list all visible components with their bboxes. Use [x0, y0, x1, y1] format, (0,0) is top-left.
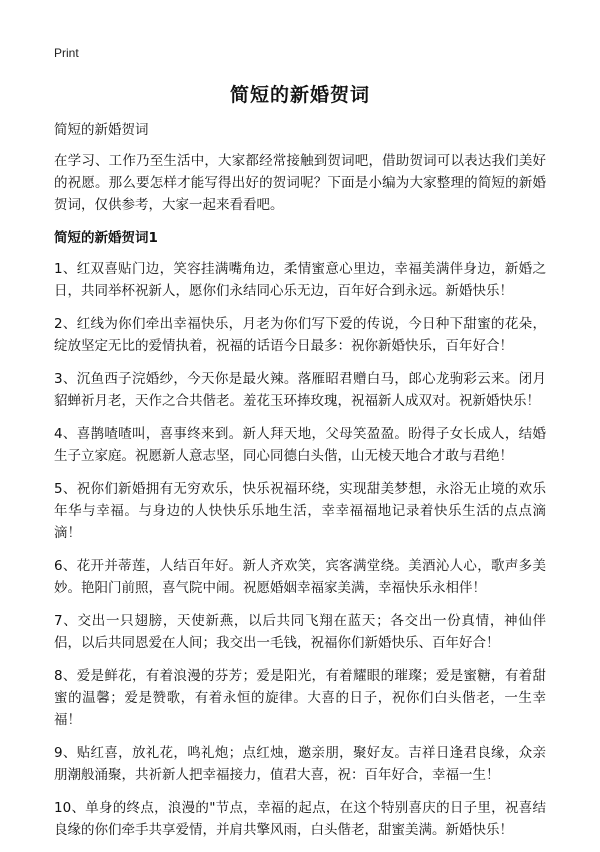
document-subtitle: 简短的新婚贺词 [54, 122, 149, 138]
greeting-paragraph: 10、单身的终点，浪漫的"节点，幸福的起点，在这个特别喜庆的日子里，祝喜结良缘的你们牵手共享爱情，并肩共擎风雨，白头偕老，甜蜜美满。新婚快乐！ [54, 800, 546, 838]
greeting-paragraph: 1、红双喜贴门边，笑容挂满嘴角边，柔情蜜意心里边，幸福美满伴身边，新婚之日，共同举杯祝新人，愿你们永结同心乐无边，百年好合到永远。新婚快乐！ [54, 261, 546, 299]
greeting-paragraph: 9、贴红喜，放礼花，鸣礼炮；点红烛，邀亲朋，聚好友。吉祥日逢君良缘，众亲朋潮般涌聚，共祈新人把幸福接力，值君大喜，祝：百年好合，幸福一生！ [54, 745, 546, 783]
document-body [54, 120, 546, 852]
print-label: Print [54, 46, 79, 60]
greeting-paragraph: 4、喜鹊喳喳叫，喜事终来到。新人拜天地，父母笑盈盈。盼得子女长成人，结婚生子立家庭。祝愿新人意志坚，同心同德白头偕，山无棱天地合才敢与君绝！ [54, 426, 546, 464]
greeting-paragraph: 8、爱是鲜花，有着浪漫的芬芳；爱是阳光，有着耀眼的璀璨；爱是蜜糖，有着甜蜜的温馨；爱是赞歌，有着永恒的旋律。大喜的日子，祝你们白头偕老，一生幸福！ [54, 668, 546, 728]
page-title: 简短的新婚贺词 [229, 84, 370, 106]
greeting-paragraph: 6、花开并蒂莲，人结百年好。新人齐欢笑，宾客满堂绕。美酒沁人心，歌声多美妙。艳阳门前照，喜气院中闹。祝愿婚姻幸福家美满，幸福快乐永相伴！ [54, 558, 546, 596]
section-heading: 简短的新婚贺词1 [54, 230, 158, 246]
intro-paragraph: 在学习、工作乃至生活中，大家都经常接触到贺词吧，借助贺词可以表达我们美好的祝愿。那么要怎样才能写得出好的贺词呢？下面是小编为大家整理的简短的新婚贺词，仅供参考，大家一起来看看吧。 [54, 153, 546, 213]
greeting-paragraph: 3、沉鱼西子浣婚纱，今天你是最火辣。落雁昭君赠白马，郎心龙驹彩云来。闭月貂蝉祈月老，天作之合共偕老。羞花玉环捧玫瑰，祝福新人成双对。祝新婚快乐！ [54, 371, 546, 409]
greeting-paragraph: 5、祝你们新婚拥有无穷欢乐，快乐祝福环绕，实现甜美梦想，永浴无止境的欢乐年华与幸福。与身边的人快快乐乐地生活，幸幸福福地记录着快乐生活的点点滴滴！ [54, 481, 546, 541]
greeting-paragraph: 7、交出一只翅膀，天使新燕，以后共同飞翔在蓝天；各交出一份真情，神仙伴侣，以后共同恩爱在人间；我交出一毛钱，祝福你们新婚快乐、百年好合！ [54, 613, 546, 651]
greeting-paragraph: 2、红线为你们牵出幸福快乐，月老为你们写下爱的传说，今日种下甜蜜的花朵，绽放坚定无比的爱情执着，祝福的话语今日最多：祝你新婚快乐，百年好合！ [54, 316, 546, 354]
